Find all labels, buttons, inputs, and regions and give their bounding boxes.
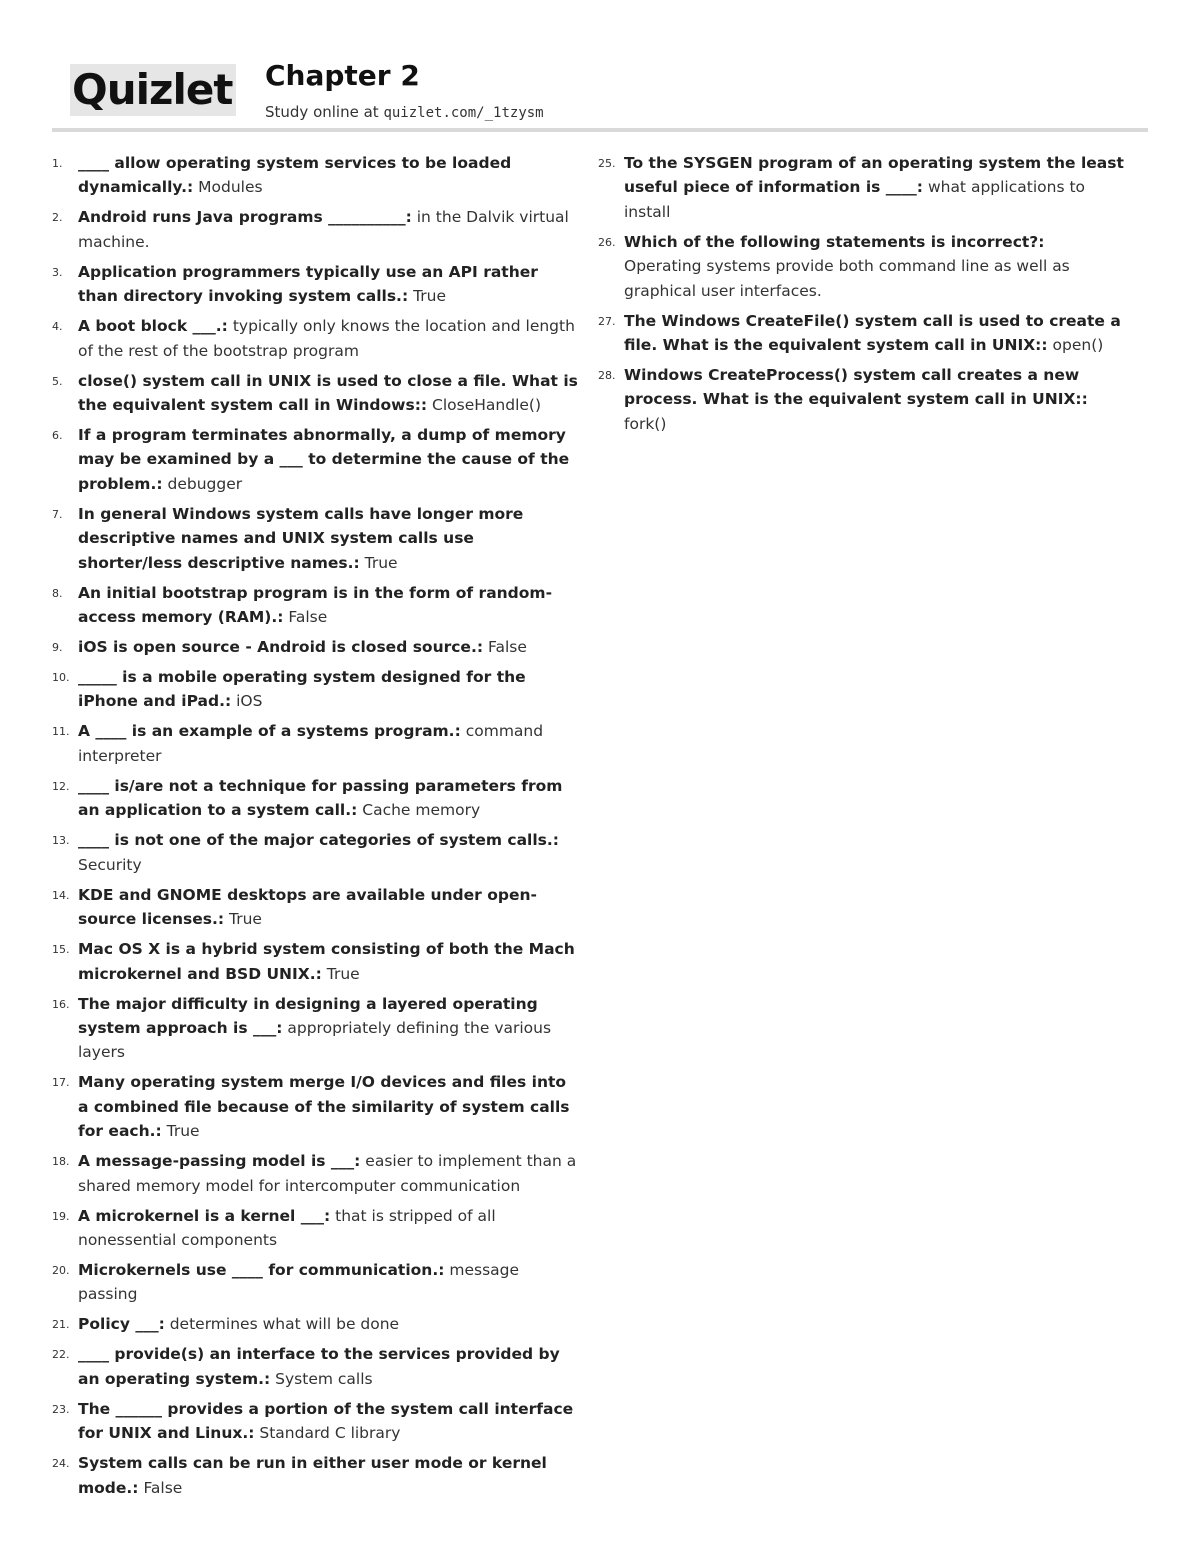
answer-text: fork(): [624, 414, 667, 433]
question-number: 1.: [52, 157, 63, 170]
question-item: [52, 423, 580, 496]
question-item: [52, 581, 580, 630]
question-text: Which of the following statements is incorrect?:: [624, 232, 1045, 251]
question-number: 11.: [52, 725, 70, 739]
question-number: 7.: [52, 507, 63, 521]
question-item: [52, 260, 580, 309]
question-text: An initial bootstrap program is in the form of random-access memory (RAM).:: [78, 583, 553, 627]
answer-text: Security: [78, 855, 142, 874]
question-text: A message-passing model is ___:: [78, 1152, 361, 1171]
question-text: The major difficulty in designing a layered operating system approach is ___:: [78, 994, 538, 1037]
answer-text: False: [288, 608, 328, 627]
question-number: 6.: [52, 429, 63, 443]
header-divider: [52, 128, 1148, 132]
question-item: [52, 774, 580, 823]
question-text: If a program terminates abnormally, a dump of memory may be examined by a ___ to determine the cause of the problem.:: [78, 426, 570, 493]
answer-text: Modules: [198, 178, 263, 197]
answer-text: Operating systems provide both command line as well as graphical user interfaces.: [624, 257, 1070, 300]
question-item: [52, 314, 580, 363]
question-text: Policy ___:: [78, 1315, 165, 1334]
answer-text: Standard C library: [259, 1424, 401, 1443]
question-text: ____ is/are not a technique for passing parameters from an application to a system call.:: [78, 776, 563, 820]
answer-text: determines what will be done: [169, 1315, 400, 1334]
question-text: In general Windows system calls have longer more descriptive names and UNIX system calls use shorter/less descriptive names.:: [78, 504, 524, 572]
question-item: [52, 1204, 580, 1253]
question-number: 5.: [52, 374, 63, 388]
question-item: [598, 363, 1126, 436]
question-number: 10.: [52, 671, 70, 685]
question-text: iOS is open source - Android is closed source.:: [78, 638, 484, 657]
question-text: Application programmers typically use an API rather than directory invoking system calls.:: [78, 262, 538, 306]
answer-text: message passing: [78, 1260, 520, 1304]
question-text: KDE and GNOME desktops are available under open-source licenses.:: [78, 885, 537, 929]
question-number: 25.: [598, 157, 616, 170]
question-item: [52, 665, 580, 714]
question-number: 21.: [52, 1318, 70, 1332]
quizlet-logo: Quizlet: [70, 64, 236, 116]
answer-text: easier to implement than a shared memory model for intercomputer communication: [78, 1152, 577, 1195]
answer-text: True: [229, 910, 262, 929]
question-text: ____ provide(s) an interface to the services provided by an operating system.:: [78, 1345, 560, 1388]
question-text: A ____ is an example of a systems program.:: [78, 722, 461, 741]
question-text: Android runs Java programs __________:: [78, 208, 412, 227]
question-item: [52, 502, 580, 575]
question-number: 13.: [52, 834, 70, 848]
answer-text: True: [166, 1122, 200, 1141]
question-text: Many operating system merge I/O devices and files into a combined file because of the similarity of system calls for each.:: [78, 1073, 570, 1141]
question-item: [52, 635, 580, 659]
answer-text: in the Dalvik virtual machine.: [78, 208, 569, 251]
question-number: 23.: [52, 1402, 70, 1416]
answer-text: open(): [1052, 336, 1104, 355]
question-text: To the SYSGEN program of an operating system the least useful piece of information is ____:: [624, 154, 1124, 197]
question-number: 22.: [52, 1348, 70, 1362]
question-text: A boot block ___.:: [78, 317, 228, 336]
question-item: [52, 1312, 580, 1336]
question-number: 9.: [52, 641, 63, 655]
question-text: Windows CreateProcess() system call creates a new process. What is the equivalent system call in UNIX::: [624, 366, 1088, 409]
question-number: 4.: [52, 320, 63, 334]
question-text: System calls can be run in either user mode or kernel mode.:: [78, 1454, 547, 1497]
question-number: 14.: [52, 888, 70, 902]
answer-text: iOS: [236, 692, 263, 711]
question-number: 28.: [598, 369, 616, 383]
left-question-column: [52, 151, 580, 1506]
question-item: [598, 230, 1126, 303]
answer-text: False: [487, 638, 527, 657]
question-number: 8.: [52, 586, 63, 600]
answer-text: typically only knows the location and length of the rest of the bootstrap program: [78, 317, 575, 360]
answer-text: CloseHandle(): [432, 396, 542, 415]
page-title: Chapter 2: [265, 59, 420, 92]
answer-text: True: [413, 287, 447, 306]
question-text: Mac OS X is a hybrid system consisting of both the Mach microkernel and BSD UNIX.:: [78, 940, 575, 983]
question-item: [52, 1149, 580, 1198]
question-item: [52, 992, 580, 1065]
question-number: 18.: [52, 1155, 70, 1169]
right-question-column: [598, 151, 1126, 442]
question-number: 17.: [52, 1076, 70, 1090]
answer-text: command interpreter: [78, 722, 544, 765]
answer-text: what applications to install: [624, 178, 1086, 221]
question-text: The ______ provides a portion of the system call interface for UNIX and Linux.:: [78, 1399, 574, 1443]
question-text: ____ is not one of the major categories of system calls.:: [78, 831, 559, 850]
question-text: The Windows CreateFile() system call is used to create a file. What is the equivalent system call in UNIX::: [624, 311, 1121, 355]
answer-text: Cache memory: [362, 801, 481, 820]
answer-text: appropriately defining the various layers: [78, 1018, 552, 1062]
question-number: 3.: [52, 265, 63, 279]
question-text: ____ allow operating system services to be loaded dynamically.:: [78, 154, 512, 197]
question-number: 16.: [52, 997, 70, 1011]
question-number: 20.: [52, 1263, 70, 1277]
answer-text: debugger: [167, 474, 243, 493]
study-url-link[interactable]: quizlet.com/_1tzysm: [383, 105, 544, 121]
question-number: 12.: [52, 779, 70, 793]
answer-text: True: [364, 553, 398, 572]
question-item: [52, 1258, 580, 1307]
question-number: 19.: [52, 1209, 70, 1223]
question-item: [52, 1342, 580, 1391]
question-number: 2.: [52, 211, 63, 225]
question-number: 24.: [52, 1457, 70, 1471]
study-online-line: [265, 100, 544, 125]
question-item: [52, 719, 580, 768]
question-text: Microkernels use ____ for communication.:: [78, 1260, 445, 1279]
question-item: [598, 309, 1126, 358]
question-item: [52, 937, 580, 986]
question-number: 26.: [598, 235, 616, 249]
answer-text: True: [326, 964, 360, 983]
question-item: [52, 205, 580, 254]
question-item: [52, 369, 580, 418]
question-number: 27.: [598, 314, 616, 328]
subtitle-prefix: Study online at: [265, 103, 384, 121]
answer-text: False: [143, 1478, 183, 1497]
question-item: [52, 151, 580, 200]
question-item: [52, 1070, 580, 1143]
question-number: 15.: [52, 943, 70, 957]
question-item: [52, 1451, 580, 1500]
question-item: [598, 151, 1126, 224]
question-item: [52, 1397, 580, 1446]
answer-text: System calls: [275, 1369, 373, 1388]
question-item: [52, 828, 580, 877]
question-text: close() system call in UNIX is used to close a file. What is the equivalent system call in Windows::: [78, 371, 578, 415]
question-text: _____ is a mobile operating system designed for the iPhone and iPad.:: [78, 668, 526, 711]
answer-text: that is stripped of all nonessential components: [78, 1206, 496, 1249]
question-item: [52, 883, 580, 932]
question-text: A microkernel is a kernel ___:: [78, 1206, 331, 1225]
